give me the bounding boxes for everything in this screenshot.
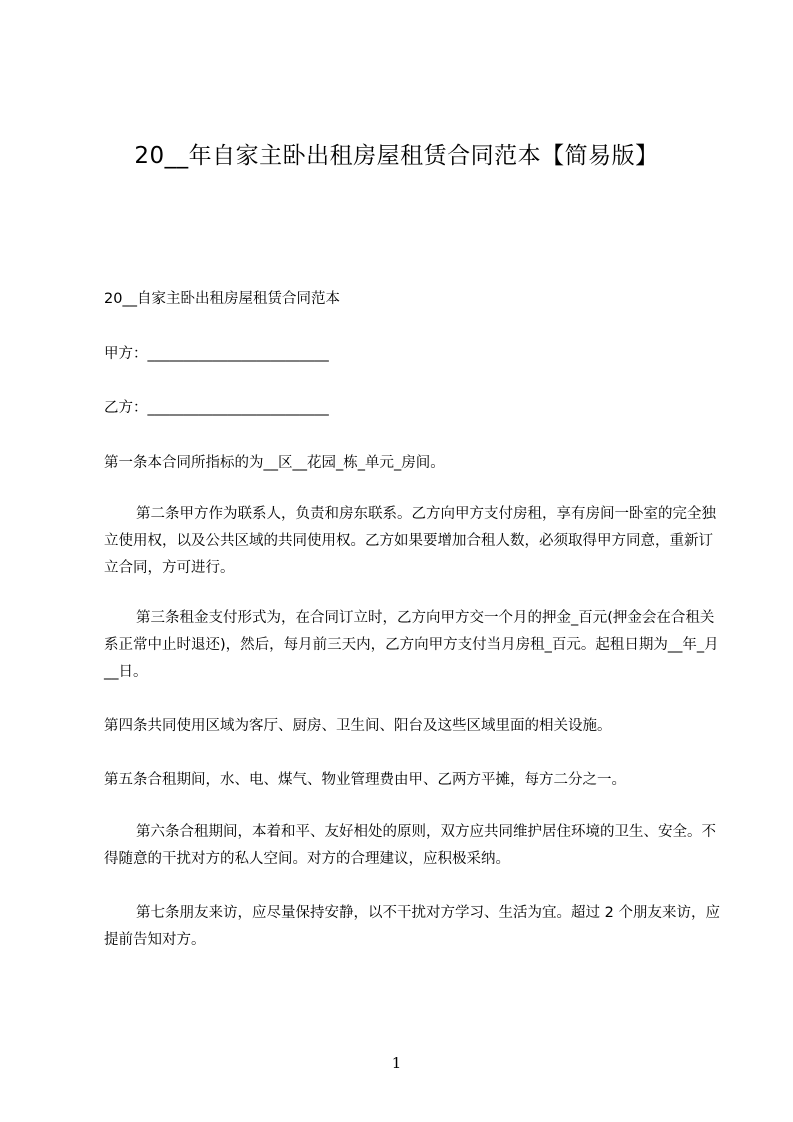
- clause-6: 第六条合租期间，本着和平、友好相处的原则，双方应共同维护居住环境的卫生、安全。不得随意的干扰对方的私人空间。对方的合理建议，应积极采纳。: [104, 824, 716, 867]
- clause-3: 第三条租金支付形式为，在合同订立时，乙方向甲方交一个月的押金_百元(押金会在合租关系正常中止时退还)，然后，每月前三天内，乙方向甲方支付当月房租_百元。起租日期为__年_月__日。: [104, 610, 719, 680]
- clause-1: 第一条本合同所指标的为__区__花园_栋_单元_房间。: [104, 455, 445, 471]
- party-a-field: 甲方：_________________________: [104, 346, 329, 362]
- clause-5: 第五条合租期间，水、电、煤气、物业管理费由甲、乙两方平摊，每方二分之一。: [104, 772, 626, 788]
- clause-2: 第二条甲方作为联系人，负责和房东联系。乙方向甲方支付房租，享有房间一卧室的完全独立使用权，以及公共区域的共同使用权。乙方如果要增加合租人数，必须取得甲方同意，重新订立合同，方可进行。: [104, 506, 716, 576]
- party-b-field: 乙方：_________________________: [104, 400, 329, 416]
- document-subtitle: 20__自家主卧出租房屋租赁合同范本: [104, 291, 340, 307]
- page-number: 1: [391, 1054, 402, 1072]
- clause-7: 第七条朋友来访，应尽量保持安静，以不干扰对方学习、生活为宜。超过 2 个朋友来访，应提前告知对方。: [104, 905, 720, 948]
- clause-4: 第四条共同使用区域为客厅、厨房、卫生间、阳台及这些区域里面的相关设施。: [104, 718, 612, 734]
- document-title: 20__年自家主卧出租房屋租赁合同范本【简易版】: [134, 143, 659, 169]
